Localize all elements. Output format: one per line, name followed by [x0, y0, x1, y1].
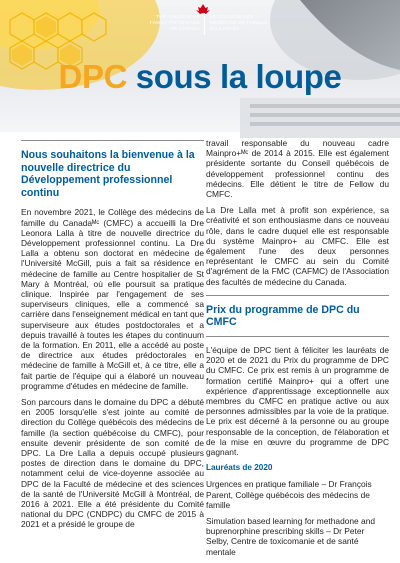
page-title	[0, 58, 400, 96]
article1-paragraph-4: La Dre Lalla met à profit son expérience, sa créativité et son enthousiasme dans ce nouveau rôle, dans le cadre duquel elle est responsable du système Mainpro+ au CMFC. Elle est également l'une des deux personnes représentant le CMFC au sein du Comité d'agrément de la FMC (CAFMC) de l'Association des facultés de médecine du Canada.	[206, 205, 389, 287]
left-column	[21, 140, 204, 536]
article1-paragraph-3: travail responsable du nouveau cadre Mainpro+ᴹᶜ de 2014 à 2015. Elle est également présidente sortante du Conseil québécois de développement professionnel continu des médecins. Elle détient le titre de Fellow du CMFC.	[206, 138, 389, 200]
article2-title: Prix du programme de DPC du CMFC	[206, 303, 360, 329]
logo-text-fr: LE COLLÈGE DES MÉDECINS DE FAMILLE DU CANADA	[210, 14, 268, 31]
article1-heading-block	[21, 140, 204, 199]
article1-paragraph-2: Son parcours dans le domaine du DPC a débuté en 2005 lorsqu'elle s'est jointe au comité de direction du Collège québécois des médecins de famille (la section québécoise du CMFC), pour ensuite devenir présidente de son comité de DPC. La Dre Lalla a depuis occupé plusieurs postes de direction dans le domaine du DPC, notamment celui de vice-doyenne associée au DPC de la Faculté de médecine et des sciences de la santé de l'Université McGill à Montréal, de 2016 à 2021. Elle a été présidente du Comité national du DPC (CNDPC) du CMFC de 2015 à 2021 et a présidé le groupe de	[21, 397, 204, 530]
award-item-2: Simulation based learning for methadone and buprenorphine prescribing skills – Dr Peter Selby, Centre de toxicomanie et de santé mentale	[206, 516, 376, 557]
article1-title: Nous souhaitons la bienvenue à la nouvelle directrice du Développement professionnel continu	[21, 149, 195, 199]
article2-paragraph-1: L'équipe de DPC tient à féliciter les lauréats de 2020 et de 2021 du Prix du programme de DPC du CMFC. Ce prix est remis à un programme de formation certifié Mainpro+ qui a offert une expérience d'apprentissage exceptionnelle aux membres du CMFC en pratique active ou aux personnes admissibles par la voie de la pratique. Le prix est décerné à la personne ou au groupe responsable de la conception, de l'élaboration et de la mise en œuvre du programme de DPC gagnant.	[206, 345, 389, 458]
logo-divider	[204, 13, 205, 35]
article1-paragraph-1: En novembre 2021, le Collège des médecins de famille du Canadaᴹᶜ (CMFC) a accueilli la Dre Leonora Lalla à titre de nouvelle directrice du Développement professionnel continu. La Dre Lalla a obtenu son doctorat en médecine de l'Université McGill, puis a fait sa résidence en médecine de famille au Centre hospitalier de St Mary à Montréal, où elle poursuit sa pratique clinique. Inspirée par l'engagement de ses superviseurs cliniques, elle a commencé sa carrière dans l'enseignement médical en tant que superviseure aux études postdoctorales et a depuis travaillé à toutes les étapes du continuum de la formation. En 2011, elle a accédé au poste de directrice aux études prédoctorales en médecine de famille à McGill et, à ce titre, elle a fait partie de l'équipe qui a élaboré un nouveau programme d'études en médecine de famille.	[21, 207, 204, 391]
title-rest: sous la loupe	[127, 58, 342, 95]
cfpc-maple-leaf-icon	[196, 4, 210, 14]
award-item-1: Urgences en pratique familiale – Dr François Parent, Collège québécois des médecins de famille	[206, 479, 372, 510]
article2-heading-block	[206, 295, 389, 337]
header-banner	[0, 0, 400, 132]
right-column	[206, 138, 389, 563]
logo-text-en: THE COLLEGE OF FAMILY PHYSICIANS OF CANADA	[149, 14, 200, 31]
awards-2020-subheading: Lauréats de 2020	[206, 463, 273, 473]
title-dpc: DPC	[58, 58, 128, 95]
